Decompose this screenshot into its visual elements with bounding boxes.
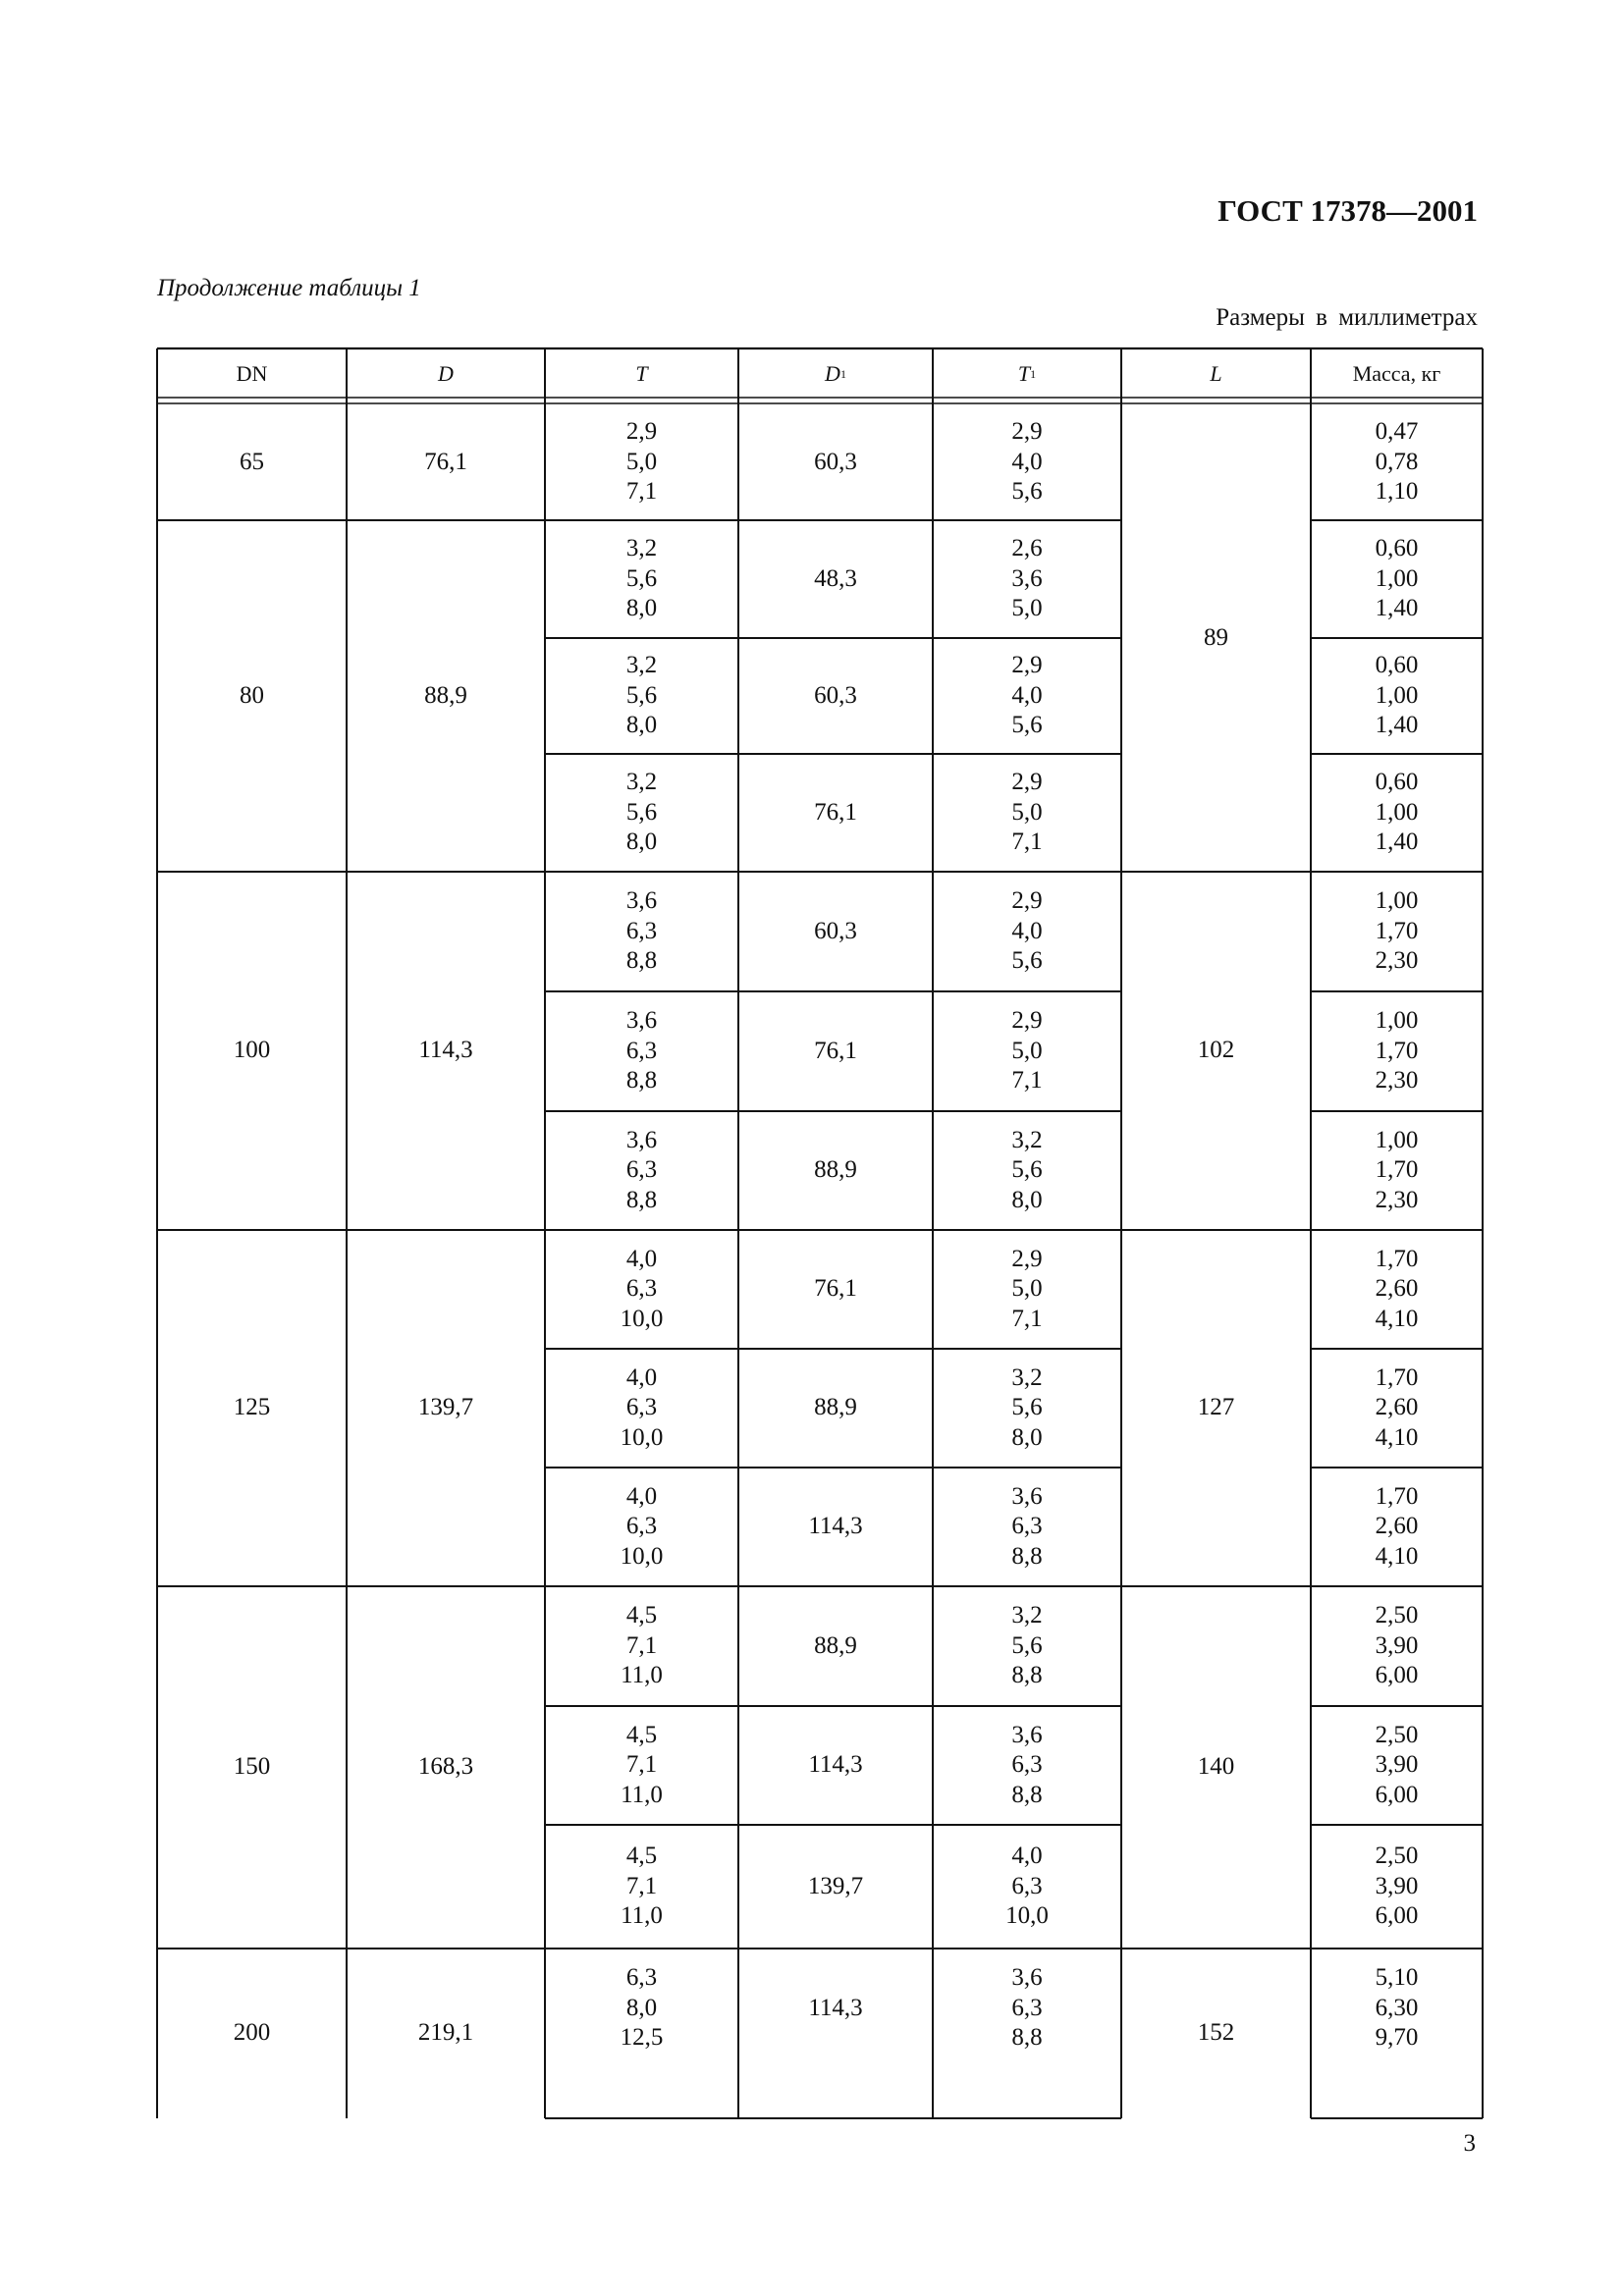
d-cell	[347, 520, 545, 872]
t-cell	[545, 638, 738, 754]
column-header-label: T	[635, 361, 648, 386]
column-header	[933, 349, 1121, 399]
cell-value: 5,6	[625, 798, 658, 826]
cell-value: 168,3	[417, 1753, 474, 1781]
dn-cell	[157, 520, 347, 872]
cell-value: 88,9	[814, 1156, 857, 1184]
cell-value: 3,90	[1375, 1872, 1419, 1899]
mass-cell	[1311, 1949, 1483, 2068]
t-cell	[545, 991, 738, 1111]
cell-value: 3,6	[1011, 564, 1043, 592]
cell-value: 127	[1197, 1394, 1235, 1421]
t1-cell	[933, 404, 1121, 520]
cell-value: 8,0	[625, 828, 658, 856]
cell-value: 4,5	[625, 1602, 658, 1629]
t1-cell	[933, 991, 1121, 1111]
t-cell	[545, 1586, 738, 1706]
cell-value: 6,00	[1375, 1662, 1419, 1689]
t1-cell	[933, 638, 1121, 754]
cell-value: 5,6	[1011, 1394, 1043, 1421]
cell-value: 2,60	[1375, 1394, 1419, 1421]
t1-cell	[933, 520, 1121, 638]
cell-value: 1,70	[1375, 1245, 1419, 1272]
cell-value: 125	[233, 1394, 271, 1421]
mass-cell	[1311, 520, 1483, 638]
d1-cell	[738, 638, 933, 754]
t1-cell	[933, 1706, 1121, 1825]
column-header	[545, 349, 738, 399]
cell-value: 1,70	[1375, 917, 1419, 944]
mass-cell	[1311, 1706, 1483, 1825]
column-header-label: D	[438, 361, 454, 386]
t-cell	[545, 1706, 738, 1825]
cell-value: 88,9	[424, 681, 467, 709]
cell-value: 2,9	[625, 418, 658, 446]
cell-value: 2,9	[1011, 887, 1043, 915]
l-cell	[1121, 1586, 1311, 1949]
cell-value: 11,0	[621, 1902, 663, 1930]
cell-value: 2,30	[1375, 1067, 1419, 1095]
d1-cell	[738, 1825, 933, 1949]
cell-value: 5,0	[1011, 1275, 1043, 1303]
cell-value: 5,0	[1011, 798, 1043, 826]
column-header	[347, 349, 545, 399]
column-header	[738, 349, 933, 399]
column-header	[1311, 349, 1483, 399]
cell-value: 76,1	[814, 1037, 857, 1064]
column-header	[1121, 349, 1311, 399]
cell-value: 6,3	[625, 917, 658, 944]
cell-value: 60,3	[814, 448, 857, 475]
cell-value: 8,8	[1011, 1662, 1043, 1689]
cell-value: 6,3	[1011, 1513, 1043, 1540]
dn-cell	[157, 1230, 347, 1586]
t-cell	[545, 1468, 738, 1586]
t-cell	[545, 1230, 738, 1349]
cell-value: 139,7	[807, 1872, 864, 1899]
cell-value: 8,8	[1011, 1542, 1043, 1570]
d-cell	[347, 404, 545, 520]
cell-value: 6,3	[1011, 1994, 1043, 2021]
cell-value: 76,1	[424, 448, 467, 475]
d1-cell	[738, 520, 933, 638]
column-header-label: T	[1017, 361, 1031, 386]
cell-value: 0,60	[1375, 769, 1419, 796]
cell-value: 6,3	[625, 1513, 658, 1540]
cell-value: 8,0	[625, 1994, 658, 2021]
cell-value: 3,6	[1011, 1482, 1043, 1510]
cell-value: 4,10	[1375, 1423, 1419, 1451]
d1-cell	[738, 1586, 933, 1706]
cell-value: 2,9	[1011, 418, 1043, 446]
dn-cell	[157, 1586, 347, 1949]
cell-value: 1,00	[1375, 564, 1419, 592]
mass-cell	[1311, 872, 1483, 991]
standard-number: ГОСТ 17378—2001	[1217, 193, 1478, 228]
cell-value: 5,10	[1375, 1964, 1419, 1992]
cell-value: 3,6	[625, 887, 658, 915]
cell-value: 1,10	[1375, 478, 1419, 506]
cell-value: 6,30	[1375, 1994, 1419, 2021]
cell-value: 1,00	[1375, 681, 1419, 709]
cell-value: 48,3	[814, 564, 857, 592]
column-header-label: D	[825, 361, 840, 386]
column-header	[157, 349, 347, 399]
cell-value: 6,3	[625, 1394, 658, 1421]
cell-value: 114,3	[808, 1751, 863, 1779]
cell-value: 0,60	[1375, 652, 1419, 679]
cell-value: 6,3	[625, 1037, 658, 1064]
t1-cell	[933, 1468, 1121, 1586]
cell-value: 5,6	[1011, 1631, 1043, 1659]
t1-cell	[933, 1949, 1121, 2068]
cell-value: 1,40	[1375, 712, 1419, 739]
cell-value: 5,0	[1011, 1037, 1043, 1064]
cell-value: 5,6	[1011, 478, 1043, 506]
column-header-label: Масса, кг	[1352, 361, 1441, 386]
mass-cell	[1311, 1349, 1483, 1468]
cell-value: 8,0	[1011, 1186, 1043, 1213]
t1-cell	[933, 1349, 1121, 1468]
t1-cell	[933, 872, 1121, 991]
cell-value: 1,00	[1375, 1126, 1419, 1153]
cell-value: 9,70	[1375, 2024, 1419, 2052]
cell-value: 3,6	[1011, 1721, 1043, 1748]
dn-cell	[157, 1949, 347, 2118]
cell-value: 10,0	[620, 1423, 664, 1451]
cell-value: 5,6	[1011, 712, 1043, 739]
cell-value: 139,7	[417, 1394, 474, 1421]
mass-cell	[1311, 1111, 1483, 1230]
cell-value: 1,70	[1375, 1156, 1419, 1184]
mass-cell	[1311, 1825, 1483, 1949]
cell-value: 10,0	[1005, 1902, 1049, 1930]
mass-cell	[1311, 1230, 1483, 1349]
cell-value: 60,3	[814, 917, 857, 944]
cell-value: 2,30	[1375, 947, 1419, 975]
cell-value: 88,9	[814, 1394, 857, 1421]
cell-value: 4,5	[625, 1842, 658, 1870]
t-cell	[545, 754, 738, 872]
cell-value: 114,3	[808, 1994, 863, 2021]
cell-value: 2,9	[1011, 1245, 1043, 1272]
t-cell	[545, 520, 738, 638]
mass-cell	[1311, 638, 1483, 754]
cell-value: 4,0	[625, 1363, 658, 1391]
cell-value: 3,90	[1375, 1751, 1419, 1779]
cell-value: 1,00	[1375, 798, 1419, 826]
cell-value: 200	[233, 2019, 271, 2047]
cell-value: 2,9	[1011, 652, 1043, 679]
d1-cell	[738, 1706, 933, 1825]
cell-value: 7,1	[625, 1631, 658, 1659]
mass-cell	[1311, 754, 1483, 872]
cell-value: 8,0	[625, 712, 658, 739]
cell-value: 7,1	[1011, 828, 1043, 856]
cell-value: 5,6	[1011, 947, 1043, 975]
cell-value: 3,2	[625, 535, 658, 562]
cell-value: 3,2	[1011, 1126, 1043, 1153]
l-cell	[1121, 1949, 1311, 2118]
cell-value: 8,8	[625, 947, 658, 975]
cell-value: 11,0	[621, 1662, 663, 1689]
cell-value: 1,00	[1375, 887, 1419, 915]
l-cell	[1121, 872, 1311, 1230]
mass-cell	[1311, 1468, 1483, 1586]
page-number: 3	[1463, 2130, 1476, 2157]
cell-value: 4,0	[625, 1245, 658, 1272]
d-cell	[347, 1230, 545, 1586]
cell-value: 7,1	[625, 1872, 658, 1899]
cell-value: 76,1	[814, 798, 857, 826]
d1-cell	[738, 754, 933, 872]
cell-value: 1,40	[1375, 595, 1419, 622]
t-cell	[545, 1825, 738, 1949]
t1-cell	[933, 1111, 1121, 1230]
column-header-subscript: 1	[1030, 366, 1037, 381]
cell-value: 7,1	[625, 1751, 658, 1779]
cell-value: 140	[1197, 1753, 1235, 1781]
units-note: Размеры в миллиметрах	[1216, 304, 1478, 331]
cell-value: 2,50	[1375, 1842, 1419, 1870]
cell-value: 1,00	[1375, 1007, 1419, 1035]
cell-value: 6,3	[625, 1275, 658, 1303]
cell-value: 0,60	[1375, 535, 1419, 562]
t-cell	[545, 1949, 738, 2068]
t-cell	[545, 1111, 738, 1230]
cell-value: 2,60	[1375, 1513, 1419, 1540]
cell-value: 65	[240, 448, 264, 475]
t1-cell	[933, 754, 1121, 872]
d1-cell	[738, 1111, 933, 1230]
cell-value: 4,0	[625, 1482, 658, 1510]
column-header-subscript: 1	[839, 366, 846, 381]
cell-value: 219,1	[417, 2019, 474, 2047]
t-cell	[545, 872, 738, 991]
cell-value: 0,78	[1375, 448, 1419, 475]
cell-value: 2,9	[1011, 769, 1043, 796]
cell-value: 1,40	[1375, 828, 1419, 856]
cell-value: 8,8	[625, 1186, 658, 1213]
cell-value: 152	[1197, 2019, 1235, 2047]
t-cell	[545, 1349, 738, 1468]
cell-value: 4,10	[1375, 1305, 1419, 1332]
cell-value: 4,5	[625, 1721, 658, 1748]
cell-value: 4,0	[1011, 448, 1043, 475]
cell-value: 3,6	[1011, 1964, 1043, 1992]
cell-value: 7,1	[625, 478, 658, 506]
cell-value: 6,3	[1011, 1872, 1043, 1899]
cell-value: 3,6	[625, 1007, 658, 1035]
t1-cell	[933, 1586, 1121, 1706]
mass-cell	[1311, 1586, 1483, 1706]
mass-cell	[1311, 991, 1483, 1111]
cell-value: 2,50	[1375, 1602, 1419, 1629]
t1-cell	[933, 1230, 1121, 1349]
cell-value: 5,6	[1011, 1156, 1043, 1184]
cell-value: 2,60	[1375, 1275, 1419, 1303]
cell-value: 3,2	[625, 769, 658, 796]
cell-value: 1,70	[1375, 1037, 1419, 1064]
cell-value: 8,8	[1011, 2024, 1043, 2052]
cell-value: 10,0	[620, 1542, 664, 1570]
cell-value: 2,9	[1011, 1007, 1043, 1035]
cell-value: 3,2	[1011, 1602, 1043, 1629]
cell-value: 6,3	[625, 1156, 658, 1184]
cell-value: 5,0	[1011, 595, 1043, 622]
cell-value: 1,70	[1375, 1363, 1419, 1391]
mass-cell	[1311, 404, 1483, 520]
d1-cell	[738, 1949, 933, 2068]
cell-value: 100	[233, 1037, 271, 1064]
cell-value: 8,0	[625, 595, 658, 622]
cell-value: 5,0	[625, 448, 658, 475]
cell-value: 3,2	[625, 652, 658, 679]
t-cell	[545, 404, 738, 520]
cell-value: 3,2	[1011, 1363, 1043, 1391]
column-header-label: L	[1210, 361, 1222, 386]
cell-value: 10,0	[620, 1305, 664, 1332]
cell-value: 6,3	[625, 1964, 658, 1992]
d1-cell	[738, 991, 933, 1111]
cell-value: 102	[1197, 1037, 1235, 1064]
d1-cell	[738, 404, 933, 520]
cell-value: 88,9	[814, 1631, 857, 1659]
cell-value: 2,30	[1375, 1186, 1419, 1213]
cell-value: 6,3	[1011, 1751, 1043, 1779]
cell-value: 76,1	[814, 1275, 857, 1303]
cell-value: 6,00	[1375, 1902, 1419, 1930]
cell-value: 4,10	[1375, 1542, 1419, 1570]
cell-value: 4,0	[1011, 681, 1043, 709]
cell-value: 2,50	[1375, 1721, 1419, 1748]
dn-cell	[157, 872, 347, 1230]
dn-cell	[157, 404, 347, 520]
cell-value: 4,0	[1011, 917, 1043, 944]
d-cell	[347, 1949, 545, 2118]
cell-value: 7,1	[1011, 1305, 1043, 1332]
cell-value: 89	[1204, 623, 1228, 651]
l-cell	[1121, 1230, 1311, 1586]
cell-value: 150	[233, 1753, 271, 1781]
d-cell	[347, 872, 545, 1230]
cell-value: 5,6	[625, 564, 658, 592]
cell-value: 7,1	[1011, 1067, 1043, 1095]
t1-cell	[933, 1825, 1121, 1949]
d1-cell	[738, 1349, 933, 1468]
cell-value: 2,6	[1011, 535, 1043, 562]
cell-value: 80	[240, 681, 264, 709]
cell-value: 114,3	[808, 1513, 863, 1540]
cell-value: 0,47	[1375, 418, 1419, 446]
cell-value: 3,6	[625, 1126, 658, 1153]
cell-value: 4,0	[1011, 1842, 1043, 1870]
cell-value: 12,5	[620, 2024, 664, 2052]
cell-value: 8,8	[625, 1067, 658, 1095]
d1-cell	[738, 1468, 933, 1586]
l-cell	[1121, 404, 1311, 872]
cell-value: 1,70	[1375, 1482, 1419, 1510]
cell-value: 5,6	[625, 681, 658, 709]
cell-value: 8,8	[1011, 1781, 1043, 1808]
d-cell	[347, 1586, 545, 1949]
cell-value: 60,3	[814, 681, 857, 709]
cell-value: 11,0	[621, 1781, 663, 1808]
table-continuation-caption: Продолжение таблицы 1	[157, 275, 421, 301]
cell-value: 3,90	[1375, 1631, 1419, 1659]
cell-value: 114,3	[418, 1037, 473, 1064]
column-header-label: DN	[236, 361, 268, 386]
cell-value: 6,00	[1375, 1781, 1419, 1808]
d1-cell	[738, 872, 933, 991]
d1-cell	[738, 1230, 933, 1349]
cell-value: 8,0	[1011, 1423, 1043, 1451]
